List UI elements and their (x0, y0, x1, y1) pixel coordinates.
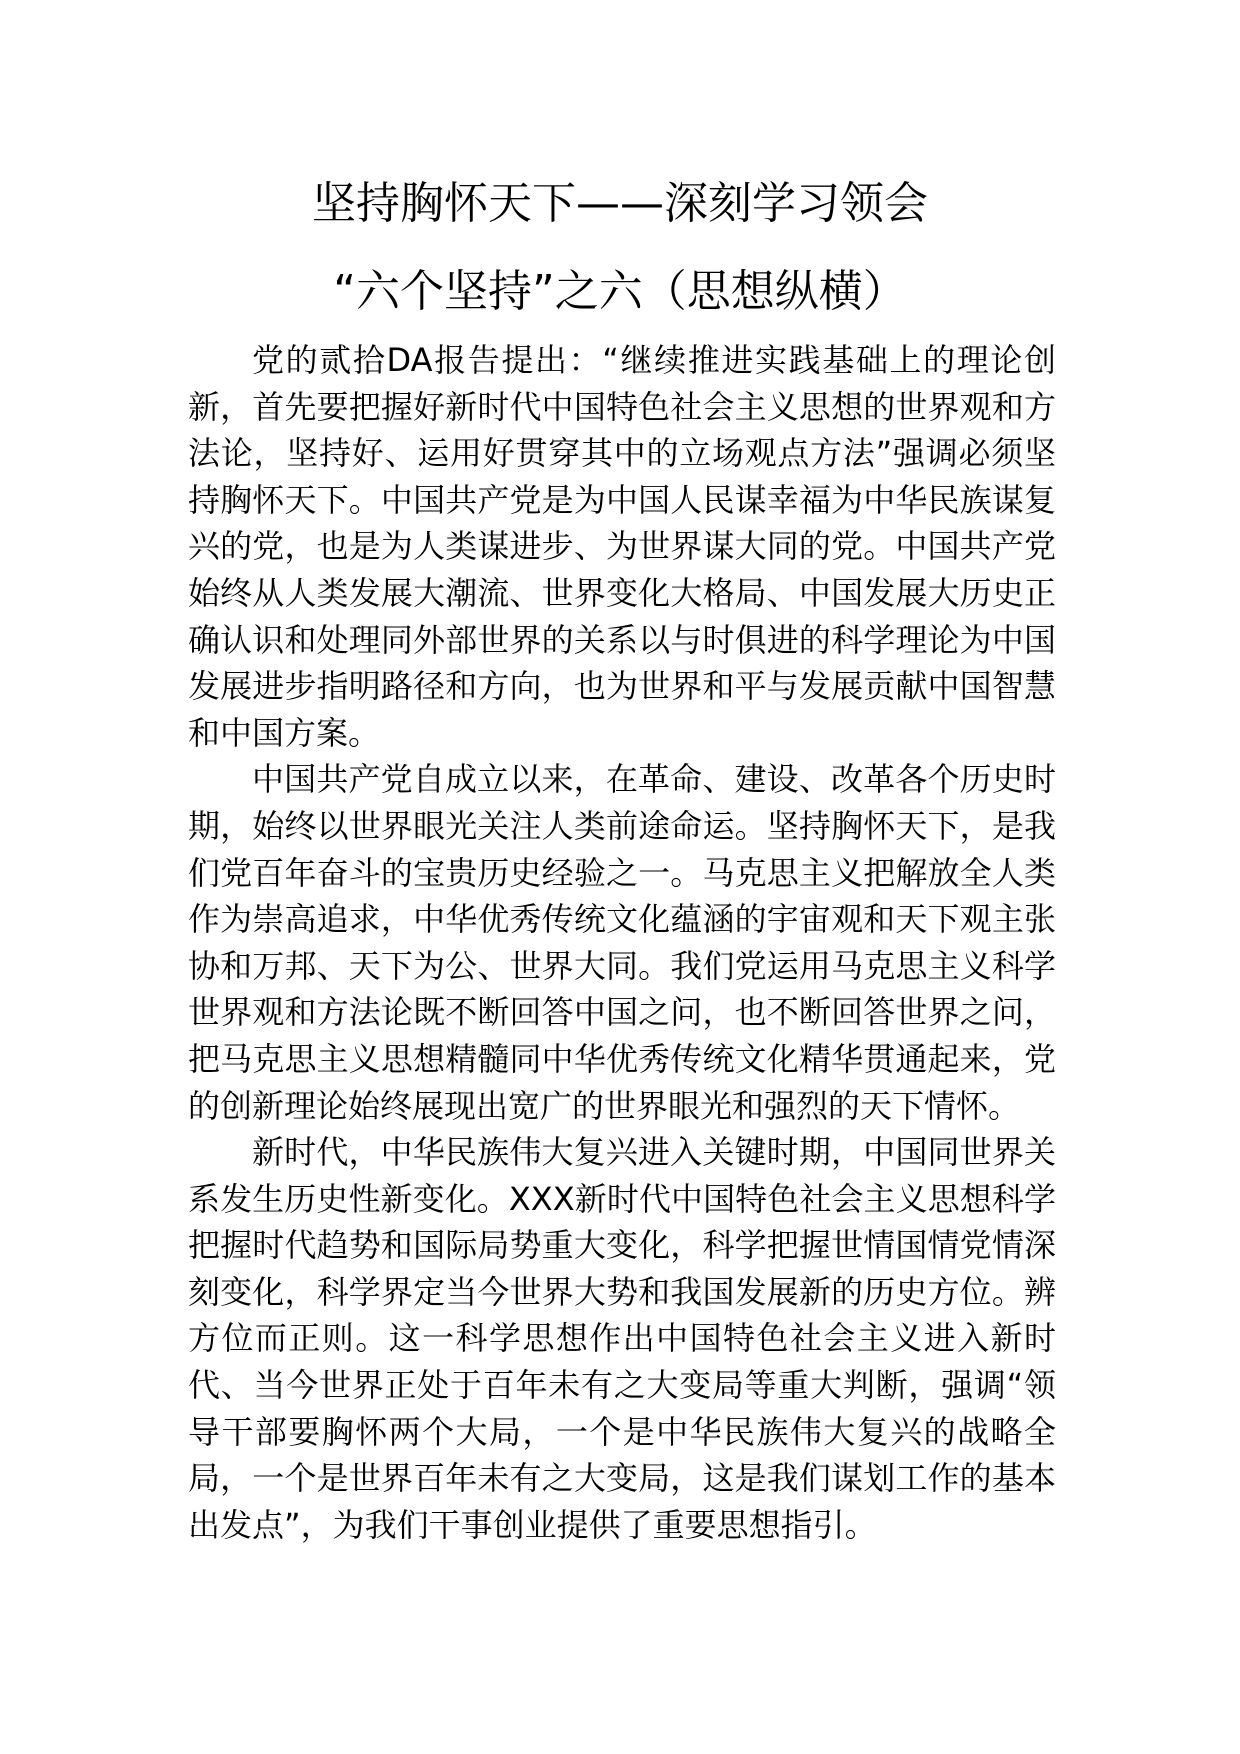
title-line-2: “六个坚持”之六（思想纵横） (333, 266, 907, 317)
document-title (0, 160, 1240, 336)
document-body (188, 337, 1056, 1548)
paragraph-3: 新时代，中华民族伟大复兴进入关键时期，中国同世界关系发生历史性新变化。XXX新时代中国特色社会主义思想科学把握时代趋势和国际局势重大变化，科学把握世情国情党情深刻变化，科学界定当今世界大势和我国发展新的历史方位。辨方位而正则。这一科学思想作出中国特色社会主义进入新时代、当今世界正处于百年未有之大变局等重大判断，强调“领导干部要胸怀两个大局，一个是中华民族伟大复兴的战略全局，一个是世界百年未有之大变局，这是我们谋划工作的基本出发点”，为我们干事创业提供了重要思想指引。 (188, 1133, 1056, 1544)
title-line-1: 坚持胸怀天下——深刻学习领会 (312, 178, 928, 229)
paragraph-1: 党的贰拾DA报告提出：“继续推进实践基础上的理论创新，首先要把握好新时代中国特色社会主义思想的世界观和方法论，坚持好、运用好贯穿其中的立场观点方法”强调必须坚持胸怀天下。中国共产党是为中国人民谋幸福为中华民族谋复兴的党，也是为人类谋进步、为世界谋大同的党。中国共产党始终从人类发展大潮流、世界变化大格局、中国发展大历史正确认识和处理同外部世界的关系以与时俱进的科学理论为中国发展进步指明路径和方向，也为世界和平与发展贡献中国智慧和中国方案。 (188, 341, 1056, 752)
paragraph-2: 中国共产党自成立以来，在革命、建设、改革各个历史时期，始终以世界眼光关注人类前途命运。坚持胸怀天下，是我们党百年奋斗的宝贵历史经验之一。马克思主义把解放全人类作为崇高追求，中华优秀传统文化蕴涵的宇宙观和天下观主张协和万邦、天下为公、世界大同。我们党运用马克思主义科学世界观和方法论既不断回答中国之问，也不断回答世界之问，把马克思主义思想精髓同中华优秀传统文化精华贯通起来，党的创新理论始终展现出宽广的世界眼光和强烈的天下情怀。 (188, 760, 1056, 1125)
